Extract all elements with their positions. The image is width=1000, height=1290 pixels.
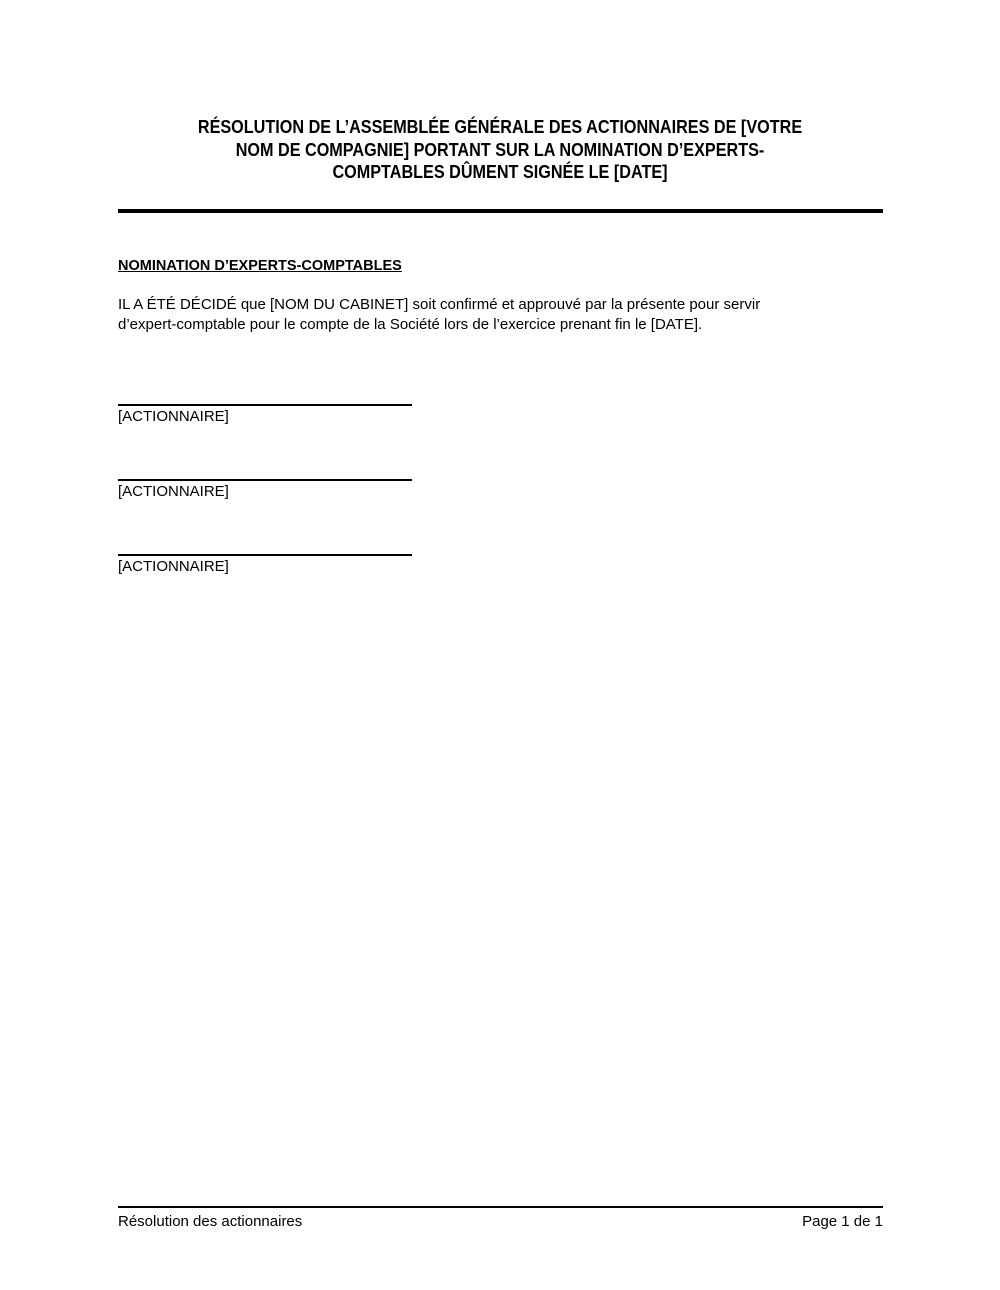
signatory-label: [ACTIONNAIRE] bbox=[118, 557, 229, 575]
title-line: NOM DE COMPAGNIE] PORTANT SUR LA NOMINATION D’EXPERTS- bbox=[235, 139, 765, 160]
title-line: COMPTABLES DÛMENT SIGNÉE LE [DATE] bbox=[332, 162, 668, 182]
signature-block bbox=[118, 479, 412, 500]
footer-divider bbox=[118, 1206, 883, 1208]
body-line: d’expert-comptable pour le compte de la Société lors de l’exercice prenant fin le [DATE]. bbox=[118, 316, 703, 333]
signature-block bbox=[118, 554, 412, 575]
signatory-label: [ACTIONNAIRE] bbox=[118, 482, 229, 500]
signatory-label: [ACTIONNAIRE] bbox=[118, 407, 229, 425]
signature-line bbox=[118, 554, 412, 556]
footer-page-number: Page 1 de 1 bbox=[802, 1213, 883, 1230]
body-line: IL A ÉTÉ DÉCIDÉ que [NOM DU CABINET] soit confirmé et approuvé par la présente pour servir bbox=[118, 296, 761, 313]
title-divider bbox=[118, 209, 883, 213]
signature-block bbox=[118, 404, 412, 425]
title-line: RÉSOLUTION DE L’ASSEMBLÉE GÉNÉRALE DES ACTIONNAIRES DE [VOTRE bbox=[197, 117, 803, 137]
document-title bbox=[100, 116, 900, 184]
signature-line bbox=[118, 479, 412, 481]
section-heading: NOMINATION D’EXPERTS-COMPTABLES bbox=[118, 258, 402, 274]
resolution-text bbox=[118, 295, 898, 335]
signature-line bbox=[118, 404, 412, 406]
footer-document-name: Résolution des actionnaires bbox=[118, 1213, 303, 1230]
